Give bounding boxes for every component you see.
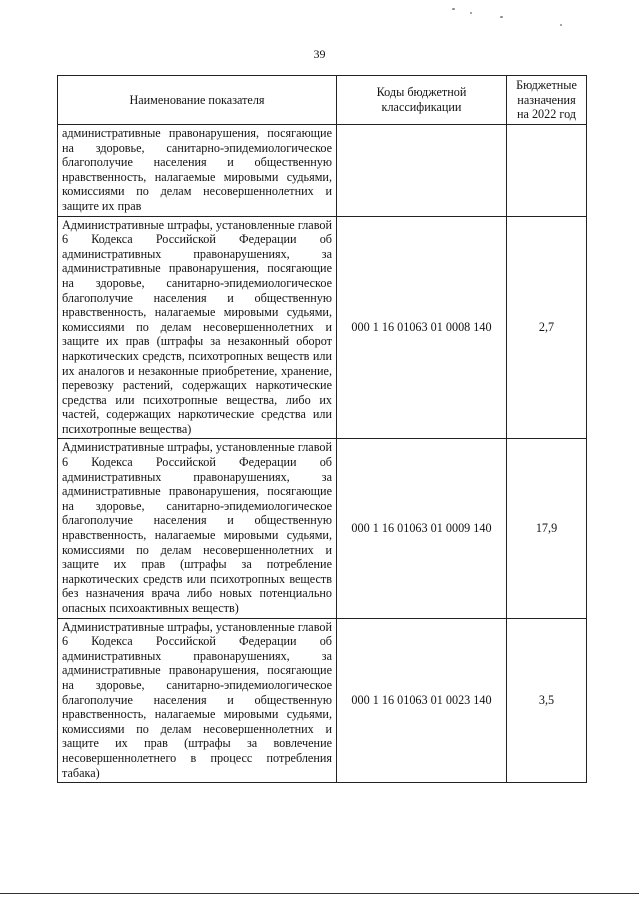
header-budget-codes: Коды бюджетной классификации (337, 76, 507, 125)
bottom-scan-edge (0, 893, 639, 894)
header-budget-allocation: Бюджетные назначения на 2022 год (507, 76, 587, 125)
scan-speck (560, 24, 562, 26)
indicator-name-cell: Административные штрафы, установленные главой 6 Кодекса Российской Федерации об административных правонарушениях, за административные правонарушения, посягающие на здоровье, санитарно-эпидемиологическое благополучие населения и общественную нравственность, налагаемые мировыми судьями, комиссиями по делам несовершеннолетних и защите их прав (штрафы за вовлечение несовершеннолетнего в процесс потребления табака) (58, 618, 337, 783)
scan-speck (452, 8, 455, 10)
header-indicator-name: Наименование показателя (58, 76, 337, 125)
indicator-name-cell: Административные штрафы, установленные главой 6 Кодекса Российской Федерации об административных правонарушениях, за административные правонарушения, посягающие на здоровье, санитарно-эпидемиологическое благополучие населения и общественную нравственность, налагаемые мировыми судьями, комиссиями по делам несовершеннолетних и защите их прав (штрафы за потребление наркотических средств или психотропных веществ без назначения врача либо новых потенциально опасных психоактивных веществ) (58, 439, 337, 618)
amount-cell: 3,5 (507, 618, 587, 783)
amount-cell: 17,9 (507, 439, 587, 618)
indicator-name-cell: административные правонарушения, посягающие на здоровье, санитарно-эпидемиологическое благополучие населения и общественную нравственность, налагаемые мировыми судьями, комиссиями по делам несовершеннолетних и защите их прав (58, 125, 337, 217)
scan-speck (500, 16, 503, 18)
indicator-name-cell: Административные штрафы, установленные главой 6 Кодекса Российской Федерации об административных правонарушениях, за административные правонарушения, посягающие на здоровье, санитарно-эпидемиологическое благополучие населения и общественную нравственность, налагаемые мировыми судьями, комиссиями по делам несовершеннолетних и защите их прав (штрафы за незаконный оборот наркотических средств, психотропных веществ или их аналогов и незаконные приобретение, хранение, перевозку растений, содержащих наркотические средства или психотропные вещества, либо их частей, содержащих наркотические средства или психотропные вещества) (58, 216, 337, 439)
page-number: 39 (313, 47, 326, 61)
budget-code-cell: 000 1 16 01063 01 0023 140 (337, 618, 507, 783)
budget-table (57, 75, 587, 783)
budget-code-cell (337, 125, 507, 217)
table-header-row (58, 76, 587, 125)
table-row (58, 216, 587, 439)
scan-speck (470, 12, 472, 14)
budget-code-cell: 000 1 16 01063 01 0008 140 (337, 216, 507, 439)
table-row (58, 125, 587, 217)
table-row (58, 618, 587, 783)
budget-code-cell: 000 1 16 01063 01 0009 140 (337, 439, 507, 618)
table-row (58, 439, 587, 618)
amount-cell: 2,7 (507, 216, 587, 439)
amount-cell (507, 125, 587, 217)
